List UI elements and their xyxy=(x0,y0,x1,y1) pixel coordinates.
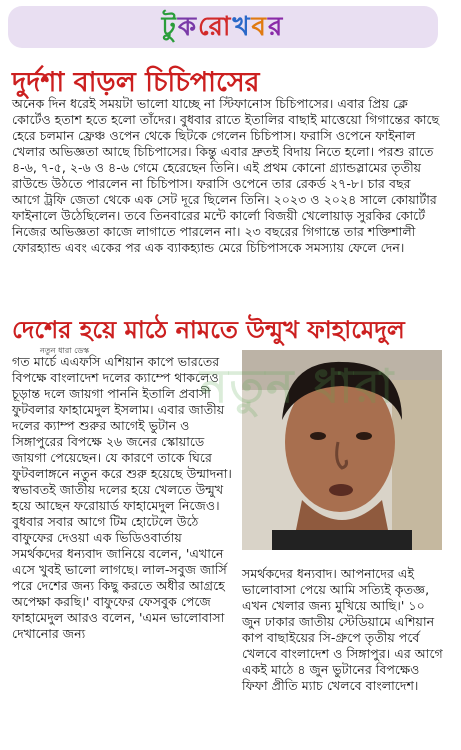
banner-char: রো xyxy=(198,12,233,42)
article-body-fahamedul-col1: গত মার্চে এএফসি এশিয়ান কাপে ভারতের বিপক্ষে বাংলাদেশ দলের ক্যাম্পে থাকলেও চূড়ান্ত দলে জায়গা পাননি ইতালি প্রবাসী ফুটবলার ফাহামেদুল ইসলাম। এবার জাতীয় দলের ক্যাম্প শুরুর আগেই ভুটান ও সিঙ্গাপুরের বিপক্ষে ২৬ জনের স্কোয়াডে জায়গা পেয়েছেন। যে কারণে তাকে ঘিরে ফুটবলাঙ্গনে নতুন করে শুরু হয়েছে উন্মাদনা। স্বভাবতই জাতীয় দলের হয়ে খেলতে উন্মুখ হয়ে আছেন ফরোয়ার্ড ফাহামেদুল নিজেও। বুধবার সবার আগে টিম হোটেলে উঠে বাফুফের দেওয়া এক ভিডিওবার্তায় সমর্থকদের ধন্যবাদ জানিয়ে বলেন, 'এখানে এসে খুবই ভালো লাগছে। লাল-সবুজ জার্সি পরে দেশের জন্য কিছু করতে অধীর আগ্রহে অপেক্ষা করছি।' বাফুফের ফেসবুক পেজে ফাহামেদুল আরও বলেন, 'এমন ভালোবাসা দেখানোর জন্য xyxy=(12,354,232,641)
section-banner xyxy=(8,6,438,48)
newspaper-watermark: নতুন ধারা xyxy=(200,359,396,413)
article-headline-tsitsipas: দুর্দশা বাড়ল চিচিপাসের xyxy=(12,67,260,98)
banner-char: খ xyxy=(232,12,252,42)
article-body-fahamedul-col2: সমর্থকদের ধন্যবাদ। আপনাদের এই ভালোবাসা পেয়ে আমি সত্যিই কৃতজ্ঞ, এখন খেলার জন্য মুখিয়ে আছি।' ১০ জুন ঢাকার জাতীয় স্টেডিয়ামে এশিয়ান কাপ বাছাইয়ের সি-গ্রুপে তৃতীয় পর্বে খেলবে বাংলাদেশ ও সিঙ্গাপুর। এর আগে একই মাঠে ৪ জুন ভুটানের বিপক্ষেও ফিফা প্রীতি ম্যাচ খেলবে বাংলাদেশ। xyxy=(242,566,443,693)
banner-char: টু xyxy=(161,12,178,42)
player-portrait-illustration xyxy=(242,350,442,550)
banner-char: ক xyxy=(177,12,199,42)
player-photo xyxy=(242,350,442,550)
banner-char: র xyxy=(268,12,285,42)
article-body-tsitsipas: অনেক দিন ধরেই সময়টা ভালো যাচ্ছে না স্টিফানোস চিচিপাসের। এবার প্রিয় ক্লে কোর্টেও হতাশ হতে হলো তাঁদের। বুধবার রাতে ইতালির বাছাই মাত্তেয়ো গিগান্তের কাছে হেরে চলমান ফ্রেঞ্চ ওপেন থেকে ছিটকে গেলেন চিচিপাস। ফরাসি ওপেনে ফাইনাল খেলার অভিজ্ঞতা আছে চিচিপাসের। কিন্তু এবার দ্রুতই বিদায় নিতে হলো। পরশু রাতে ৪-৬, ৭-৫, ২-৬ ও ৪-৬ গেমে হেরেছেন তিনি। এই প্রথম কোনো গ্র্যান্ডস্লামের তৃতীয় রাউন্ডে উঠতে পারলেন না চিচিপাস। ফরাসি ওপেনে তার রেকর্ড ২৭-৮। চার বছর আগে ট্রফি জেতা থেকে এক সেট দূরে ছিলেন তিনি। ২০২৩ ও ২০২৪ সালে কোয়ার্টার ফাইনালে উঠেছিলেন। তবে তিনবারের মন্টে কার্লো বিজয়ী খেলোয়াড় সুরকির কোর্টে নিজের অভিজ্ঞতা কাজে লাগাতে পারলেন না। ২৩ বছরের গিগান্তে তার শক্তিশালী ফোরহ্যান্ড এবং একের পর এক ব্যাকহ্যান্ড মেরে চিচিপাসকে সমস্যায় ফেলে দেন। xyxy=(12,96,440,255)
article-headline-fahamedul: দেশের হয়ে মাঠে নামতে উন্মুখ ফাহামেদুল xyxy=(12,316,405,344)
article-credit: নতুন ধারা ডেস্ক xyxy=(40,346,90,355)
banner-char: ব xyxy=(251,12,268,42)
